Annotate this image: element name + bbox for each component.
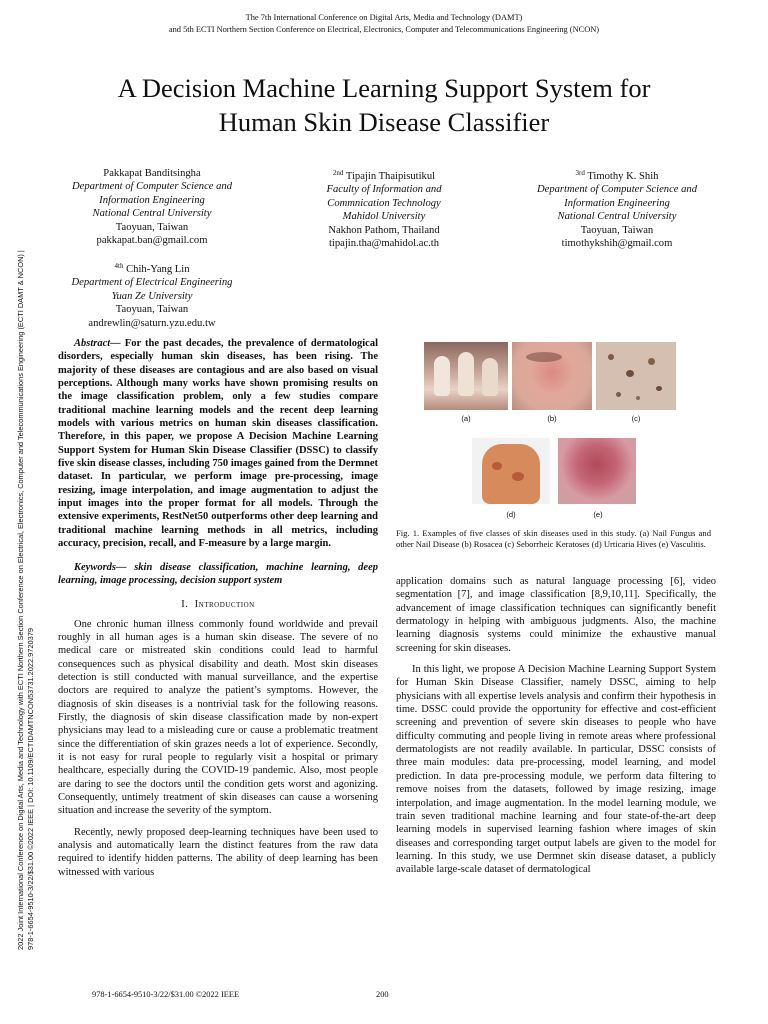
author-location: Taoyuan, Taiwan: [580, 224, 654, 236]
author-affiliation: Information Engineering: [99, 194, 205, 206]
author-affiliation: Faculty of Information and: [326, 184, 442, 196]
side-citation-note: [4, 110, 35, 950]
paragraph: One chronic human illness commonly found worldwide and prevail roughly in all human ages is a human skin disease. The severe of no medical care or mistreated skin conditions could lead to harmful consequences such as physical disability and death. Most skin diseases detection is still conducted with manual surveillance, and the expertise doctors are required to analyze the patient’s symptoms. However, the diagnosis of skin diseases is a nontrivial task for the following reasons. Firstly, the diagnosis of skin disease classification made by non-expert physicians may lead to a misleading cure or cause a problematic treatment since the differentiation of skin grazes needs a lot of experience. Secondly, it is not easy for rural people to regularly visit a hospital or primary healthcare, especially during the COVID-19 pandemic. Also, most people are daring to see the doctors until the condition gets worst and agonizing. Consequently, untimely treatment of skin diseases can cause a worsening situation and increase the severity of the symptom.: [58, 618, 378, 817]
author-name: Chih-Yang Lin: [126, 264, 190, 275]
author-affiliation: National Central University: [557, 211, 677, 223]
keywords: [58, 561, 378, 588]
figure-label-c: (c): [631, 414, 641, 423]
abstract: [58, 337, 378, 551]
author-name: Tipajin Thaipisutikul: [345, 171, 436, 182]
keywords-text: skin disease classification, machine learning, deep learning, image processing, decision support system: [58, 561, 379, 586]
rosacea-photo: [512, 342, 592, 410]
author-1: [47, 167, 257, 247]
urticaria-hives-photo: [472, 438, 550, 504]
title-line-1: A Decision Machine Learning Support System for: [117, 73, 651, 103]
author-ordinal: 4th: [114, 262, 124, 270]
author-location: Nakhon Pathom, Thailand: [328, 224, 440, 236]
seborrheic-keratoses-photo: [596, 342, 676, 410]
side-note-line-2: 978-1-6654-9510-3/22/$31.00 ©2022 IEEE | DOI: 10.1109/ECTIDAMTNCON53731.2022.9720379: [26, 628, 35, 950]
paper-title: [0, 71, 768, 139]
keywords-label: Keywords—: [74, 561, 127, 573]
author-name-line: [512, 167, 722, 183]
footer-copyright: 978-1-6654-9510-3/22/$31.00 ©2022 IEEE: [92, 990, 240, 999]
nail-fungus-photo: [424, 342, 508, 410]
figure-1: [396, 336, 716, 526]
author-location: Taoyuan, Taiwan: [115, 304, 189, 316]
author-4: [47, 260, 257, 330]
abstract-label: Abstract—: [74, 338, 121, 349]
author-affiliation: National Central University: [92, 208, 212, 220]
paragraph: Recently, newly proposed deep-learning techniques have been used to analysis and automatically learn the distinct features from the raw data required to identify hidden patterns. The ability of deep learning has been witnessed with various: [58, 826, 378, 878]
abstract-text: For the past decades, the prevalence of dermatological disorders, especially human skin diseases, has been rising. The majority of these diseases are contagious and are also based on visual perceptions. Although many works have shown promising results on the image classification problem, only a few studies compare traditional machine learning models and the recent deep learning models with various metrics on human skin diseases classification. Therefore, in this paper, we propose A Decision Machine Learning Support System for Human Skin Disease Classifier (DSSC) to classify five skin disease classes, including 750 images gained from the Dermnet dataset. In particular, we perform image pre-processing, image resizing, image interpolation, and image augmentation to adjust the input images into the proper format for all models. Through the extensive experiments, RestNet50 outperforms other deep learning and traditional machine learning methods in all metrics, including accuracy, precision, recall, and F-measure by a large margin.: [58, 338, 378, 550]
title-line-2: Human Skin Disease Classifier: [218, 107, 550, 137]
section-heading: [58, 598, 378, 611]
paragraph: application domains such as natural language processing [6], video segmentation [7], and image classification [8,9,10,11]. Specifically, the advancement of image classification techniques can significantly benefit dermatology in helping with ambiguous judgments. Also, the machine learning diagnosis systems could minimize the exhaustive manual screening for skin diseases.: [396, 576, 716, 654]
author-affiliation: Department of Computer Science and: [536, 184, 698, 196]
author-email: timothykshih@gmail.com: [561, 238, 673, 250]
side-note-line-1: 2022 Joint International Conference on Digital Arts, Media and Technology with ECTI Northern Section Conference on Electrical, Electronics, Computer and Telecommunications Engineering (ECTI DAMT & NCON) |: [16, 250, 25, 950]
figure-caption: Fig. 1. Examples of five classes of skin diseases used in this study. (a) Nail Fungus and other Nail Disease (b) Rosacea (c) Seborrheic Keratoses (d) Urticaria Hives (e) Vasculitis.: [396, 528, 711, 550]
vasculitis-photo: [558, 438, 636, 504]
author-affiliation: Yuan Ze University: [111, 290, 193, 302]
figure-label-b: (b): [547, 414, 557, 423]
figure-label-d: (d): [506, 510, 516, 519]
right-column: [396, 575, 716, 877]
author-affiliation: Information Engineering: [564, 197, 670, 209]
figure-label-e: (e): [593, 510, 603, 519]
author-email: andrewlin@saturn.yzu.edu.tw: [88, 317, 216, 329]
author-affiliation: Department of Computer Science and: [71, 181, 233, 193]
author-name: Pakkapat Banditsingha: [103, 168, 201, 179]
author-name-line: [47, 260, 257, 276]
section-number: I.: [181, 599, 189, 611]
author-email: pakkapat.ban@gmail.com: [96, 235, 208, 247]
author-name-line: [279, 167, 489, 183]
figure-label-a: (a): [461, 414, 471, 423]
author-affiliation: Mahidol University: [342, 211, 426, 223]
author-affiliation: Department of Electrical Engineering: [71, 277, 233, 289]
paragraph: In this light, we propose A Decision Machine Learning Support System for Human Skin Disease Classifier, namely DSSC, aiming to help physicians with all expertise levels analysis and confirm their hypothesis in time. DSSC could provide the opportunity for effective and cost-efficient screening and prevention of severe skin diseases to people who have difficulty commuting and people living in remote areas where professional dermatologists are not readily available. In particular, DSSC consists of three main modules: data pre-processing, model learning, and model prediction. In data pre-processing module, we perform data filtering to remove noises from the datasets, followed by image resizing, image interpolation, and image augmentation. In the model learning module, we train seven traditional machine learning and four state-of-the-art deep learning models in supervised learning fashion where images of skin diseases and corresponding target output labels are given to the model for learning. In this study, we use Dermnet skin disease dataset, a publicly available large-scale dataset of dermatological: [396, 664, 716, 876]
author-affiliation: Commnication Technology: [327, 197, 441, 209]
author-name: Timothy K. Shih: [587, 171, 659, 182]
conference-header: [0, 12, 768, 36]
author-location: Taoyuan, Taiwan: [115, 221, 189, 233]
author-3: [512, 167, 722, 250]
conference-line-2: and 5th ECTI Northern Section Conference on Electrical, Electronics, Computer and Telecommunications Engineering (NCON): [168, 25, 600, 34]
author-ordinal: 2nd: [332, 169, 344, 177]
left-column: [58, 337, 378, 879]
author-email: tipajin.tha@mahidol.ac.th: [328, 238, 440, 250]
author-2: [279, 167, 489, 250]
page-number: 200: [376, 990, 389, 999]
author-ordinal: 3rd: [575, 169, 585, 177]
section-title: Introduction: [194, 599, 255, 611]
conference-line-1: The 7th International Conference on Digital Arts, Media and Technology (DAMT): [245, 13, 523, 22]
